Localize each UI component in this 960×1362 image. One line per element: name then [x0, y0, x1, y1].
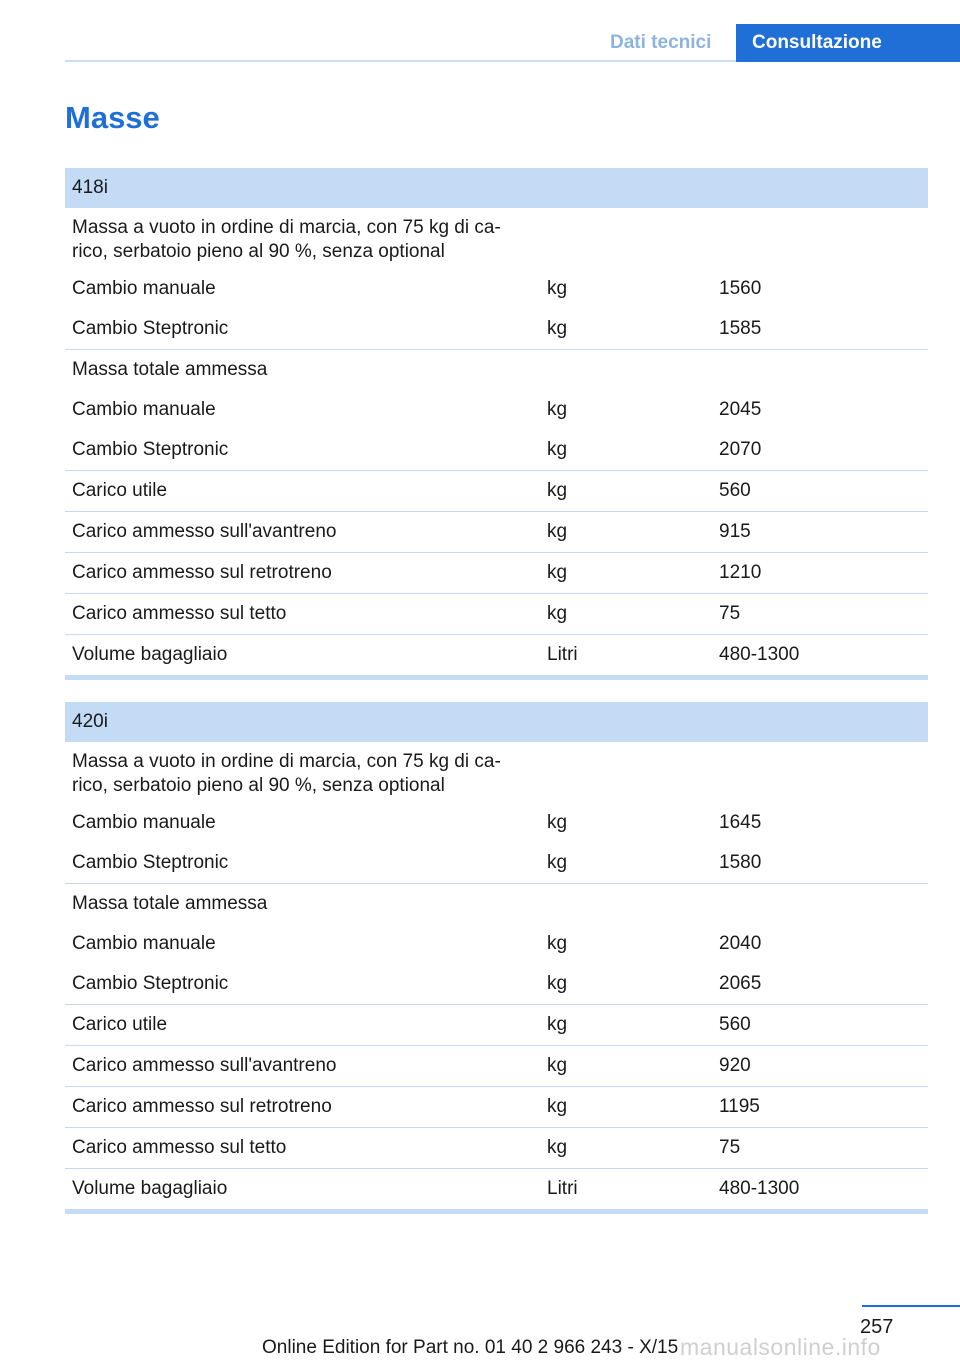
row-value: 1645 [719, 812, 762, 833]
table-row [65, 1087, 928, 1128]
table-row [65, 964, 928, 1005]
table-row [65, 390, 928, 430]
row-label: Volume bagagliaio [72, 644, 228, 665]
table-row [65, 1046, 928, 1087]
row-value: 75 [719, 603, 741, 624]
row-unit: kg [547, 1055, 568, 1076]
table-end-bar [65, 1209, 928, 1214]
row-label: Cambio manuale [72, 399, 216, 420]
row-label: Massa a vuoto in ordine di marcia, con 75 kg di ca- rico, serbatoio pieno al 90 %, senza optional [72, 751, 501, 796]
tab-dati-tecnici[interactable]: Dati tecnici [610, 32, 712, 53]
row-unit: kg [547, 933, 568, 954]
row-unit: kg [547, 521, 568, 542]
row-value: 2045 [719, 399, 762, 420]
table-row [65, 1169, 928, 1209]
row-label: Carico ammesso sul retrotreno [72, 562, 332, 583]
row-unit: kg [547, 480, 568, 501]
footer-rule [862, 1305, 960, 1307]
row-unit: Litri [547, 644, 578, 665]
row-label: Carico ammesso sull'avantreno [72, 521, 337, 542]
table-row [65, 843, 928, 884]
row-value: 1210 [719, 562, 762, 583]
row-unit: kg [547, 1137, 568, 1158]
row-label: Massa a vuoto in ordine di marcia, con 75 kg di ca- rico, serbatoio pieno al 90 %, senza optional [72, 217, 501, 262]
table-row [65, 471, 928, 512]
tab-consultazione[interactable]: Consultazione [736, 24, 960, 62]
table-row [65, 430, 928, 471]
row-label: Carico ammesso sull'avantreno [72, 1055, 337, 1076]
row-label: Carico utile [72, 1014, 168, 1035]
table-row [65, 1005, 928, 1046]
row-value: 2065 [719, 973, 762, 994]
table-row [65, 208, 928, 269]
row-label: Cambio manuale [72, 278, 216, 299]
row-value: 2070 [719, 439, 762, 460]
spec-table-418i [65, 168, 928, 680]
row-label: Cambio manuale [72, 933, 216, 954]
page-title: Masse [65, 100, 160, 135]
table-row [65, 803, 928, 843]
row-label: Cambio manuale [72, 812, 216, 833]
row-unit: kg [547, 399, 568, 420]
table-row [65, 1128, 928, 1169]
table-row [65, 924, 928, 964]
row-label: Carico ammesso sul tetto [72, 1137, 287, 1158]
row-unit: kg [547, 973, 568, 994]
row-label: Massa totale ammessa [72, 359, 268, 380]
edition-note: Online Edition for Part no. 01 40 2 966 243 - X/15 [262, 1337, 679, 1358]
row-unit: kg [547, 562, 568, 583]
row-unit: kg [547, 318, 568, 339]
row-label: Carico ammesso sul tetto [72, 603, 287, 624]
row-value: 2040 [719, 933, 762, 954]
row-label: Cambio Steptronic [72, 318, 229, 339]
table-row [65, 309, 928, 350]
spec-table-420i [65, 702, 928, 1214]
row-unit: Litri [547, 1178, 578, 1199]
row-unit: kg [547, 278, 568, 299]
table-header-model: 418i [65, 168, 928, 208]
table-row [65, 553, 928, 594]
row-value: 920 [719, 1055, 751, 1076]
row-label: Cambio Steptronic [72, 973, 229, 994]
table-row [65, 512, 928, 553]
row-value: 480-1300 [719, 644, 800, 665]
row-label: Volume bagagliaio [72, 1178, 228, 1199]
table-row [65, 884, 928, 924]
row-value: 560 [719, 480, 751, 501]
row-unit: kg [547, 1014, 568, 1035]
table-row [65, 635, 928, 675]
row-value: 75 [719, 1137, 741, 1158]
row-unit: kg [547, 812, 568, 833]
watermark: manualsonline.info [680, 1334, 881, 1360]
row-value: 560 [719, 1014, 751, 1035]
row-label: Cambio Steptronic [72, 852, 229, 873]
row-value: 1580 [719, 852, 762, 873]
row-value: 1585 [719, 318, 762, 339]
row-label: Massa totale ammessa [72, 893, 268, 914]
row-label: Cambio Steptronic [72, 439, 229, 460]
row-value: 480-1300 [719, 1178, 800, 1199]
row-label: Carico ammesso sul retrotreno [72, 1096, 332, 1117]
row-unit: kg [547, 852, 568, 873]
table-header-model: 420i [65, 702, 928, 742]
row-unit: kg [547, 439, 568, 460]
row-unit: kg [547, 1096, 568, 1117]
row-value: 915 [719, 521, 751, 542]
row-label: Carico utile [72, 480, 168, 501]
table-row [65, 269, 928, 309]
table-row [65, 742, 928, 803]
page-number: 257 [860, 1316, 894, 1338]
row-unit: kg [547, 603, 568, 624]
table-end-bar [65, 675, 928, 680]
table-row [65, 350, 928, 390]
row-value: 1560 [719, 278, 762, 299]
row-value: 1195 [719, 1096, 760, 1117]
table-row [65, 594, 928, 635]
